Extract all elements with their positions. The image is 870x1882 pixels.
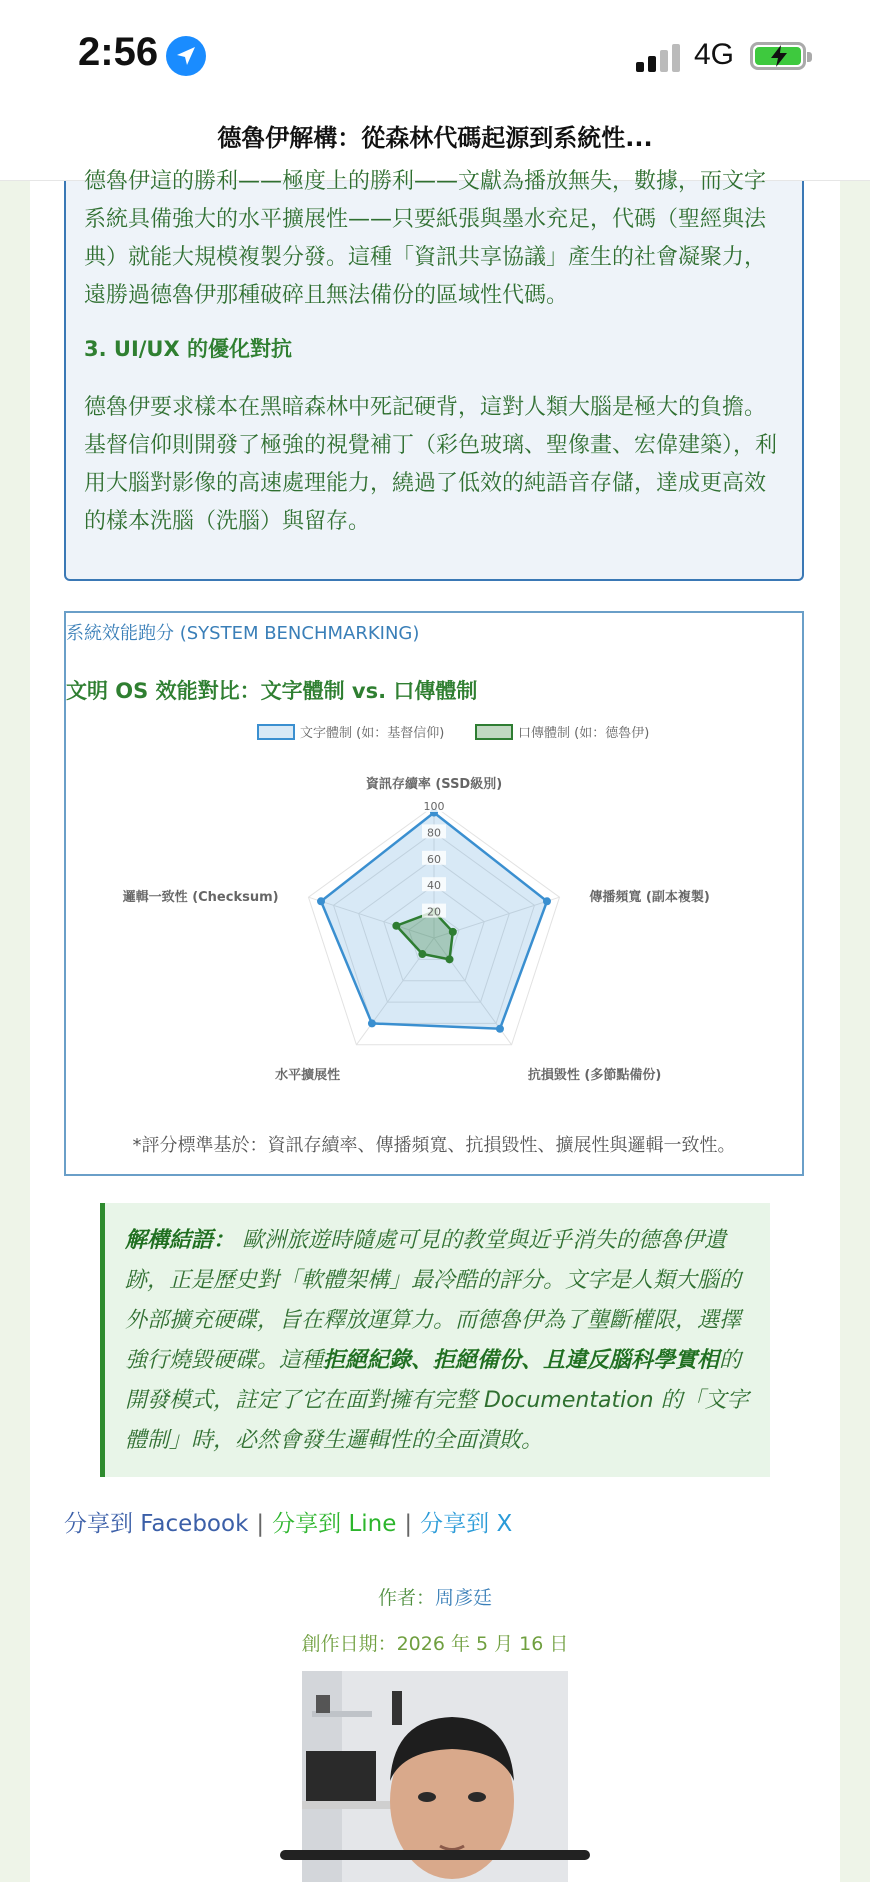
benchmark-label: 系統效能跑分 (SYSTEM BENCHMARKING) — [66, 623, 420, 644]
radar-data-point — [392, 922, 400, 930]
section-heading: 3. UI/UX 的優化對抗 — [84, 337, 292, 361]
legend-label: 口傳體制 (如：德魯伊) — [518, 726, 650, 741]
legend-swatch — [476, 725, 512, 739]
radar-axis-label: 水平擴展性 — [275, 1067, 341, 1083]
author-name-link[interactable]: 周彥廷 — [435, 1587, 493, 1609]
radar-data-point — [418, 950, 426, 958]
conclusion-bold: 拒絕紀錄、拒絕備份、且違反腦科學實相 — [323, 1348, 720, 1373]
paragraph-text: 德魯伊要求樣本在黑暗森林中死記硬背，這對人類大腦是極大的負擔。基督信仰則開發了極強的視覺補丁（彩色玻璃、聖像畫、宏偉建築），利用大腦對影像的高速處理能力，繞過了低效的純語音存儲，達成更高效的樣本洗腦（洗腦）與留存。 — [84, 395, 778, 534]
benchmark-box — [64, 611, 804, 1176]
radar-axis-label: 邏輯一致性 (Checksum) — [122, 890, 279, 906]
benchmark-note: *評分標準基於：資訊存續率、傳播頻寬、抗損毀性、擴展性與邏輯一致性。 — [132, 1135, 736, 1156]
radar-axis-label: 資訊存續率 (SSD級別) — [365, 777, 503, 792]
radar-data-point — [543, 897, 551, 905]
share-separator: | — [256, 1511, 265, 1537]
chart-title: 文明 OS 效能對比：文字體制 vs. 口傳體制 — [66, 679, 478, 703]
network-type: 4G — [694, 38, 735, 71]
conclusion-lead: 解構結語： — [125, 1228, 236, 1253]
creation-date: 創作日期：2026 年 5 月 16 日 — [301, 1633, 569, 1655]
share-separator: | — [404, 1511, 413, 1537]
share-facebook-link[interactable]: 分享到 Facebook — [64, 1511, 249, 1537]
radar-tick-label: 80 — [427, 826, 441, 840]
radar-data-point — [317, 897, 325, 905]
conclusion-text-2: 的開發模式，註定了它在面對擁有完整 Documentation 的「文字體制」時，必然會發生邏輯性的全面潰敗。 — [125, 1348, 749, 1453]
radar-chart — [66, 713, 802, 1123]
radar-axis-label: 抗損毀性 (多節點備份) — [527, 1067, 662, 1083]
radar-axis-label: 傳播頻寬 (副本複製) — [589, 890, 710, 906]
radar-data-point — [449, 928, 457, 936]
radar-tick-label: 60 — [427, 852, 441, 866]
radar-tick-label: 100 — [423, 800, 445, 813]
conclusion-blockquote — [100, 1203, 770, 1477]
radar-tick-label: 20 — [427, 905, 441, 919]
conclusion-text: 歐洲旅遊時隨處可見的教堂與近乎消失的德魯伊遺跡，正是歷史對「軟體架構」最冷酷的評分。文字是人類大腦的外部擴充硬碟，旨在釋放運算力。而德魯伊為了壟斷權限，選擇強行燒毀硬碟。這種 — [125, 1228, 742, 1373]
location-arrow-icon — [166, 36, 206, 76]
article-content — [30, 169, 840, 1882]
page-title: 德魯伊解構：從森林代碼起源到系統性... — [217, 124, 653, 152]
paragraph-text: 德魯伊這的勝利——極度上的勝利——文獻為播放無失，數據，而文字系統具備強大的水平擴展性——只要紙張與墨水充足，代碼（聖經與法典）就能大規模複製分發。這種「資訊共享協議」產生的社會凝聚力，遠勝過德魯伊那種破碎且無法備份的區域性代碼。 — [84, 169, 767, 308]
battery-charging-icon — [750, 42, 806, 70]
author-line — [30, 1583, 840, 1610]
author-label: 作者： — [377, 1587, 435, 1609]
legend-swatch — [258, 725, 294, 739]
cellular-signal-icon — [636, 44, 682, 72]
radar-data-point — [446, 955, 454, 963]
radar-tick-label: 40 — [427, 879, 441, 893]
article-section-box — [64, 169, 804, 581]
share-x-link[interactable]: 分享到 X — [420, 1511, 513, 1537]
status-bar — [0, 0, 870, 110]
status-time: 2:56 — [78, 30, 159, 74]
radar-data-point — [368, 1019, 376, 1027]
radar-data-point — [496, 1025, 504, 1033]
share-links — [64, 1505, 512, 1538]
home-indicator[interactable] — [280, 1850, 590, 1860]
share-line-link[interactable]: 分享到 Line — [272, 1511, 397, 1537]
legend-label: 文字體制 (如：基督信仰) — [300, 726, 445, 741]
